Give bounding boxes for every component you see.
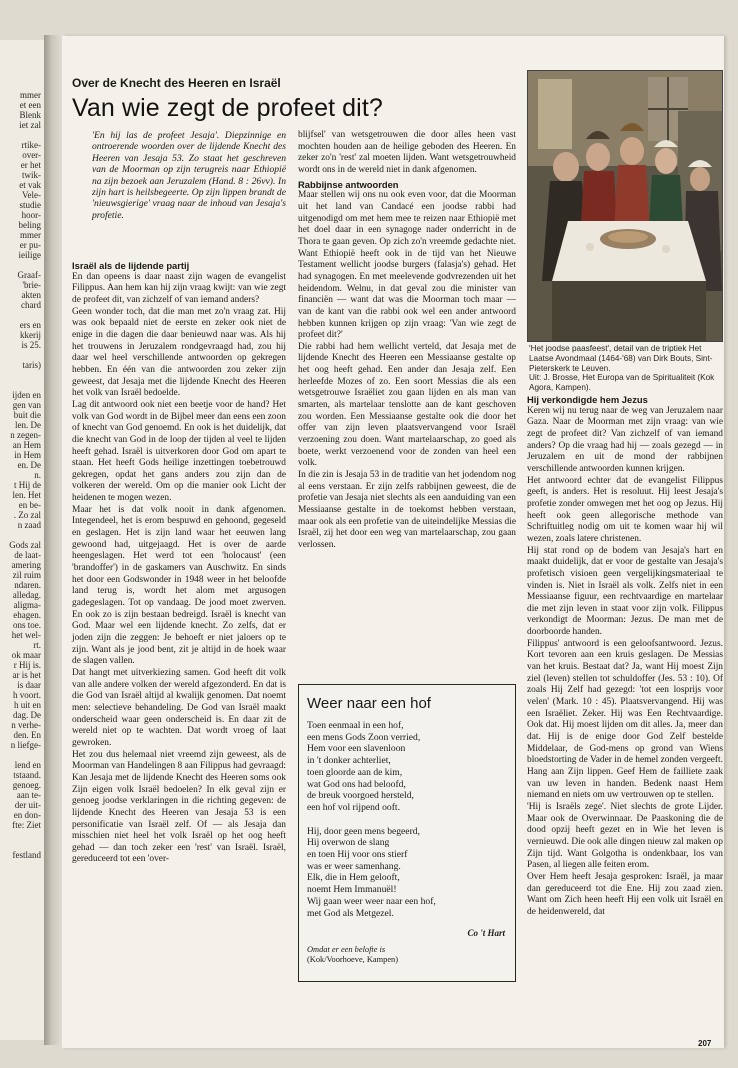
poem-line: noemt Hem Immanuël! <box>307 884 397 896</box>
left-page-fragment-line <box>0 310 41 320</box>
section-heading: Rabbijnse antwoorden <box>298 178 399 190</box>
left-page-fragment-line: hoor- <box>21 210 41 220</box>
left-page-fragment-line: n zegen- <box>10 430 41 440</box>
left-page-fragment-line: len. De <box>15 420 41 430</box>
left-page-fragment-line: de laat- <box>14 550 41 560</box>
article-paragraph: Lag dit antwoord ook niet een beetje voor de hand? Het volk van God wordt in de Bijbel meer dan eens een zoon of knecht van God genoemd. En ook is het duidelijk, dat die knecht van God in de loop der tijden al veel te lijden heeft gehad. Israël is uitverkoren door God om apart te staan. Het heeft Gods heilige inzettingen toebetrouwd gekregen, opdat het gans anders zou zijn dan de volkeren der wereld. Om op die manier ook Licht der heidenen te mogen wezen. <box>72 399 286 504</box>
left-page-fragment-line <box>0 370 41 380</box>
left-page-fragment-line: ieilige <box>18 250 41 260</box>
article-intro: 'En hij las de profeet Jesaja'. Diepzinnige en ontroerende woorden over de lijdende Knecht des Heeren van Jesaja 53. Zo staat het geschreven van de Moorman op zijn terugreis naar Ethiopië na zijn bezoek aan Jeruzalem (Hand. 8 : 26vv). In zijn hart is heilsbegeerte. Op zijn lippen brandt de 'nieuwsgierige' vraag naar de inhoud van Jesaja's profetie. <box>92 130 286 221</box>
poem-line: een hof vol rijpend ooft. <box>307 801 400 813</box>
left-page-fragment-line: der uit- <box>14 800 41 810</box>
poem-source <box>307 945 511 965</box>
left-page-fragment-line: Graaf- <box>17 270 41 280</box>
left-page-fragment-line: an Hem <box>12 440 41 450</box>
article-paragraph: En dan opeens is daar naast zijn wagen de evangelist Filippus. Aan hem kan hij zijn vraag kwijt: van wie zegt de profeet dit, van zichzelf of van iemand anders? <box>72 271 286 305</box>
poem-line: Hem voor een slavenloon <box>307 743 406 755</box>
left-page-fragment-line: twik- <box>22 170 41 180</box>
article-paragraph: In die zin is Jesaja 53 in de traditie van het jodendom nog al eens verstaan. Er zijn zelfs rabbijnen geweest, die de profetie van Jesaja niet slechts als een aanduiding van een Messiaanse gestalte in de toekomst hebben verstaan, maar ook als een profetie van de uiteindelijke Messias die Israël, zij het door een weg van martelaarschap, zou gaan verlossen. <box>298 470 516 550</box>
painting-photo <box>527 70 723 342</box>
article-paragraph: Keren wij nu terug naar de weg van Jeruzalem naar Gaza. Naar de Moorman met zijn vraag: van wie zegt de profeet dit? Van zichzelf of van iemand anders? Op die vraag had hij — zoals gezegd — in Jeruzalem en uit de mond der rabbijnen verschillende antwoorden kunnen krijgen. <box>527 405 723 474</box>
poem-line: Toen eenmaal in een hof, <box>307 720 404 731</box>
article-paragraph: Het zou dus helemaal niet vreemd zijn geweest, als de Moorman van Handelingen 8 aan Filippus had gevraagd: Kan Jesaja met de lijdende Knecht des Heeren soms ook Zijn eigen volk Israël bedoelen? In elk geval zijn er genoeg joodse verklaringen in die richting gegeven: de lijdende Knecht des Heeren van Jesaja 53 is een personificatie van Israël zelf. Of — als Jesaja dan misschien niet heel het volk Israël op het oog heeft gehad — dan toch zeker een 'rest' van Israël. Israël, gereduceerd tot een 'over- <box>72 749 286 865</box>
article-paragraph: Over Hem heeft Jesaja gesproken: Israël, ja maar dan gereduceerd tot die Ene. Hij zou zaad zien. Want om Zich heen heeft Hij een volk uit Israël en de heidenwereld, dat <box>527 871 723 917</box>
left-page-fragment-line: rt. <box>33 640 41 650</box>
left-page-fragment-line: Blenk <box>19 110 41 120</box>
article-column-1 <box>72 258 286 866</box>
left-page-fragment-line: n zaad <box>17 520 41 530</box>
poem-line: was er weer samenhang. <box>307 860 401 872</box>
left-page-fragment-line: . Zo zal <box>13 510 41 520</box>
left-page-fragment-line: Gods zal <box>9 540 41 550</box>
article-column-2 <box>298 130 516 552</box>
poem-line: toen gloorde aan de kim, <box>307 766 403 778</box>
poem-line: en toen Hij voor ons stierf <box>307 849 408 861</box>
figure-caption <box>529 344 725 393</box>
poem-stanza <box>307 826 507 920</box>
left-page-fragment-line: het wel- <box>11 630 41 640</box>
left-page-fragment-line: dag. De <box>13 710 41 720</box>
poem-stanza <box>307 720 507 814</box>
left-page-fragment-line: n liefge- <box>10 740 41 750</box>
article-column-3 <box>527 392 723 919</box>
poem-line: Hij, door geen mens begeerd, <box>307 825 420 837</box>
left-page-fragment-line: n verhe- <box>11 720 41 730</box>
left-page-fragment-line: Vele- <box>22 190 41 200</box>
poem-source-publisher: (Kok/Voorhoeve, Kampen) <box>307 955 399 964</box>
left-page-fragment-line: ijden en <box>12 390 41 400</box>
left-page-fragment-line: festland <box>12 850 41 860</box>
left-page-fragment-line: fte: Ziet <box>12 820 41 830</box>
left-page-fragment-line: r Hij is. <box>13 660 41 670</box>
left-page-fragment-line: gen van <box>12 400 41 410</box>
poem-line: een mens Gods Zoon verried, <box>307 731 421 743</box>
article-kicker: Over de Knecht des Heeren en Israël <box>72 76 281 90</box>
left-page-fragment-line <box>0 130 41 140</box>
left-page-fragment-line: er het <box>20 160 41 170</box>
article-headline: Van wie zegt de profeet dit? <box>72 94 383 122</box>
left-page-fragment-line: et een <box>19 100 41 110</box>
left-page-fragment-line: rtike- <box>21 140 41 150</box>
article-paragraph: Geen wonder toch, dat die man met zo'n vraag zat. Hij was ook bepaald niet de eerste en zeker ook niet de enige in die dagen die daar benieuwd naar was. Als hij het trouwens in Jeruzalem rondgevraagd had, zou hij daar wel heel verschillende antwoorden op gekregen hebben. En één van die antwoorden zou zeker zijn geweest, dat Jesaja met die lijdende Knecht des Heeren het volk van Israël bedoelde. <box>72 306 286 399</box>
left-page-fragment-line <box>0 840 41 850</box>
left-page-fragment-line: amering <box>11 560 41 570</box>
left-page-fragment-line: ndaren. <box>14 580 41 590</box>
left-page-fragment-line: akten <box>21 290 41 300</box>
article-paragraph: Maar stellen wij ons nu ook even voor, dat die Moorman uit het land van Candacé een joodse rabbi had uitgenodigd om met hem mee te reizen naar Ethiopië met het doel daar in een synagoge nader onderricht in de Thora te gaan geven. Op zich zo'n vreemde gedachte niet. Want Ethiopië heeft ook in de tijd van het Nieuwe Testament wellicht joodse burgers (falasja's) gehad. Het had synagogen. En met meelevende godvrezenden uit het heidendom. Welnu, in dat geval zou die minister van financiën — want dat was die Moorman toch maar — van de kant van die rabbi ook wel een ander antwoord hebben kunnen krijgen op zijn vraag: 'Van wie zegt de profeet dit?' <box>298 190 516 341</box>
section-heading: Israël als de lijdende partij <box>72 260 190 271</box>
left-page-fragment-line: taris) <box>22 360 41 370</box>
left-page-fragment-line: ar is het <box>12 670 41 680</box>
left-page-fragment-line: ers en <box>19 320 41 330</box>
article-paragraph: Die rabbi had hem wellicht verteld, dat Jesaja met de lijdende Knecht des Heeren een Messiaanse gestalte op het oog heeft gehad. Een ander dan Jesaja zelf. Een herleefde Mozes of zo. Een soort Messias die als een wetsgetrouwe Israëliet zou gaan lijden en als man van smarten, als martelaar tenslotte aan de kant geschoven zou worden. Een Messiaanse gestalte ook die door het offer van zijn leven plaatsvervangend voor Israël verzoening zou doen. Want martelaarschap, zo goed als boete, werkt verzoenend voor de zonden van heel een volk. <box>298 341 516 469</box>
poem-line: Hij overwon de slang <box>307 837 390 849</box>
poem-line: de breuk voorgoed hersteld, <box>307 790 414 802</box>
poem-title: Weer naar een hof <box>307 695 431 712</box>
left-page-fragment-line: ok maar <box>11 650 41 660</box>
left-page-edge <box>0 40 44 1040</box>
poem-line: in 't donker achterliet, <box>307 755 391 767</box>
left-page-fragment-line: lend en <box>14 760 41 770</box>
left-page-fragment-line <box>0 830 41 840</box>
left-page-fragment-line <box>0 350 41 360</box>
left-page-fragment-line <box>0 260 41 270</box>
left-page-fragment-line: aan te- <box>16 790 41 800</box>
poem-author: Co 't Hart <box>467 928 505 938</box>
article-paragraph: Het antwoord echter dat de evangelist Filippus geeft, is anders. Het is resoluut. Hij leest Jesaja's profetie zonder omwegen met het oog op Jezus. Hij heeft ook geen allegorische methode van Schriftuitleg nodig om uit te komen waar hij wil wezen, zoals latere christenen. <box>527 475 723 544</box>
left-page-fragment-line <box>0 750 41 760</box>
poem-line: met God als Metgezel. <box>307 907 394 919</box>
article-paragraph: Filippus' antwoord is een geloofsantwoord. Jezus. Kort tevoren aan een kruis geslagen. De Messias van het kruis. Bestaat dat? Ja, want Hij moest Zijn ziel (leven) stellen tot schuldoffer (Jes. 53 : 10). Of zoals Hij Zelf had gezegd: 'tot een losprijs voor velen' (Mark. 10 : 45). Plaatsvervangend. Hij was een Israëliet. Zeker. Hij was Een Rechtvaardige. Ook dat. Hij moest lijden om dit alles. Ja, meer dan dat. Hij is de enige door God Zelf bestelde Middelaar, de God-mens op grond van Wiens bloedstorting de Vader in de hemel zonden vergeeft. Hang aan Zijn lippen. Geef Hem de failliete zaak van uw leven in handen. Bedenk naast Hem niemand en niets om uw vertrouwen op te stellen. <box>527 638 723 801</box>
left-page-fragment-line: t Hij de <box>14 480 41 490</box>
last-supper-painting <box>528 71 723 342</box>
left-page-fragments <box>0 40 44 860</box>
poem-line: wat God ons had beloofd, <box>307 778 406 790</box>
page-number: 207 <box>698 1039 712 1048</box>
left-page-fragment-line: is daar <box>17 680 41 690</box>
left-page-fragment-line: ehagen. <box>13 610 41 620</box>
left-page-fragment-line: beling <box>18 220 41 230</box>
left-page-fragment-line <box>0 380 41 390</box>
left-page-fragment-line: studie <box>19 200 41 210</box>
poem-line: Elk, die in Hem gelooft, <box>307 872 400 884</box>
caption-line-1: 'Het joodse paasfeest', detail van de triptiek Het Laatse Avondmaal (1464-'68) van Dirk Bouts, Sint-Pieterskerk te Leuven. <box>529 344 713 373</box>
left-page-fragment-line: 'brie- <box>22 280 41 290</box>
left-page-fragment-line: kkerij <box>20 330 41 340</box>
left-page-fragment-line: aligma- <box>13 600 41 610</box>
left-page-fragment-line: genoeg. <box>12 780 41 790</box>
poem-body <box>307 720 507 931</box>
left-page-fragment-line: er pu- <box>19 240 41 250</box>
caption-line-2: Uit: J. Brosse, Het Europa van de Spiritualiteit (Kok Agora, Kampen). <box>529 373 715 393</box>
left-page-fragment-line: alledag. <box>12 590 41 600</box>
left-page-fragment-line: en don- <box>13 810 41 820</box>
article-page <box>62 36 724 1048</box>
left-page-fragment-line: ons toe. <box>13 620 41 630</box>
left-page-fragment-line: in Hem <box>14 450 41 460</box>
left-page-fragment-line: en. De <box>17 460 41 470</box>
left-page-fragment-line: et vak <box>19 180 41 190</box>
left-page-fragment-line: is 25. <box>21 340 41 350</box>
left-page-fragment-line: mmer <box>20 230 41 240</box>
left-page-fragment-line: tstaand. <box>13 770 41 780</box>
poem-line: Wij gaan weer weer naar een hof, <box>307 895 436 907</box>
poem-source-title: Omdat er een belofte is <box>307 945 386 954</box>
left-page-fragment-line: den. En <box>13 730 41 740</box>
left-page-fragment-line: over- <box>22 150 41 160</box>
section-heading: Hij verkondigde hem Jezus <box>527 394 648 405</box>
left-page-fragment-line <box>0 530 41 540</box>
left-page-fragment-line: h voort. <box>13 690 41 700</box>
left-page-fragment-line: h uit en <box>14 700 41 710</box>
left-page-fragment-line: mmer <box>20 90 41 100</box>
article-paragraph: 'Hij is Israëls zege'. Niet slechts de grote Lijder. Maar ook de Overwinnaar. De Paaskoning die de dood opzij heeft gezet en in Wie het leven is vernieuwd. Die ook alle dingen nieuw zal maken op Zijn tijd. Want Golgotha is ondenkbaar, los van Pasen, al liegen alle feiten erom. <box>527 801 723 871</box>
article-paragraph: Hij stat rond op de bodem van Jesaja's hart en maakt duidelijk, dat er voor de gestalte van Jesaja's profetisch visioen geen vergelijkingsmateriaal te vinden is. Niet in Israël als volk. Zelfs niet in een Messiaanse figuur, een rechtvaardige en martelaar die met zijn leven in staat voor zijn volk. Filippus verkondigt de Moorman: Jezus. De man met de doorboorde handen. <box>527 545 723 638</box>
article-paragraph: blijfsel' van wetsgetrouwen die door alles heen vast mochten houden aan de heilige geboden des Heeren. En zeker zo'n 'rest' zal moeten lijden. Want wetsgetrouwheid wordt ons in de wereld niet in dank afgenomen. <box>298 130 516 175</box>
left-page-fragment-line: iet zal <box>19 120 41 130</box>
left-page-fragment-line: buit die <box>13 410 41 420</box>
left-page-fragment-line: n. <box>34 470 41 480</box>
article-paragraph: Maar het is dat volk nooit in dank afgenomen. Integendeel, het is erom bespuwd en gehoond, gegeseld en geslagen. Het is zijn land waar het eeuwen lang gewoond had, uitgejaagd. Het is over de aarde heengeslagen. Het werd tot een 'holocaust' (een 'brandoffer') in de gaskamers van Auschwitz. En sinds het door een Godswonder in 1948 weer in het beloofde land terug is, wordt het alom met argusogen gadegeslagen. Tot op vandaag. De jood moet zwerven. En ook zo is zijn bestaan bedreigd. Israël is knecht van God. Maar wel een lijdende knecht. Zo zelfs, dat er joden zijn die zeggen: Je behoeft er niet jaloers op te zijn. Want als je jood bent, zit je altijd in de hoek waar de slagen vallen. <box>72 504 286 667</box>
left-page-fragment-line: chard <box>21 300 41 310</box>
left-page-fragment-line: zil ruim <box>12 570 41 580</box>
left-page-fragment-line: en be- <box>18 500 41 510</box>
left-page-fragment-line: len. Het <box>12 490 41 500</box>
poem-box <box>298 684 516 982</box>
article-paragraph: Dat hangt met uitverkiezing samen. God heeft dit volk van alle andere volken der wereld afgezonderd. En dat is die God van Israël altijd al kwalijk genomen. Dat noemt men: selectieve behandeling. De God van Israël maakt onderscheid waar geen onderscheid is. En daar zit de wereld niet op te wachten. Dat wordt vroeg of laat gewroken. <box>72 667 286 748</box>
